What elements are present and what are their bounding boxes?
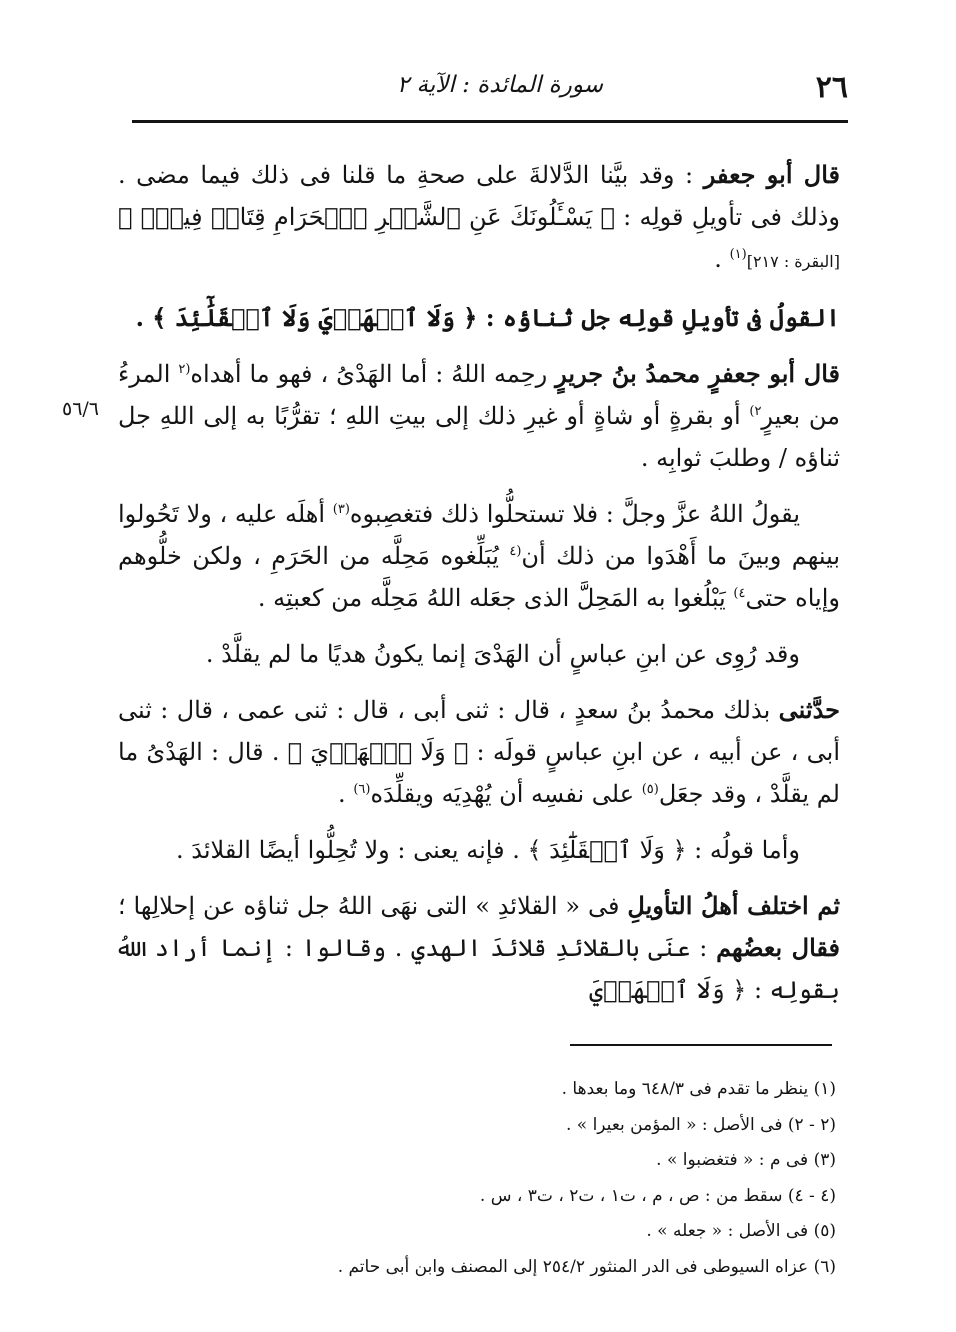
footnote-marker: (٤ [509,544,522,559]
paragraph-text: يقولُ اللهُ عزَّ وجلَّ : فلا تستحلُّوا ذلك فتغصِبوه [349,500,801,528]
paragraph-6 [118,689,840,815]
quran-reference: [البقرة : ٢١٧] [746,252,840,271]
footnote-4: (٤ - ٤) سقط من : ص ، م ، ت١ ، ت٢ ، ت٣ ، س . [479,1185,836,1206]
paragraph-7 [118,829,840,871]
running-title: سورة المائدة : الآية ٢ [396,72,603,98]
sentence-end: . [338,780,346,808]
paragraph-text: وأما قولُه : ﴿ وَلَا ٱلۡقَلَٰٓئِدَ ﴾ . فإنه يعنى : ولا تُحِلُّوا أيضًا القلائدَ . [175,836,800,864]
footnote-marker: ٤) [733,586,746,601]
paragraph-4 [118,493,840,619]
paragraph-1 [118,154,840,283]
section-heading [118,297,840,339]
paragraph-text: فى « القلائدِ » التى نهَى اللهُ جل ثناؤه عن إحلالِها ؛ [118,892,620,920]
page-number: ٢٦ [815,70,848,105]
footnote-marker: (٣) [332,502,350,517]
paragraph-text: أو بقرةٍ أو شاةٍ أو غيرِ ذلك إلى بيتِ اللهِ ؛ تقرُّبًا به إلى اللهِ جل ثناؤه / وطلبَ ثوابِه . [118,402,840,472]
paragraph-3 [118,353,840,479]
footnote-marker: (١) [729,247,747,262]
footnote-1: (١) ينظر ما تقدم فى ٦٤٨/٣ وما بعدها . [561,1079,836,1099]
heading-text: القولُ فى تأويلِ قولِه جل ثناؤه : ﴿ وَلَا ٱلۡهَدۡيَ وَلَا ٱلۡقَلَٰٓئِدَ ﴾ . [135,303,840,332]
footnote-marker: (٦) [353,782,371,797]
footnote-separator [570,1044,832,1046]
footnote-marker: (٢ [178,362,191,377]
page-header [132,66,848,110]
paragraph-text: وقد رُوِى عن ابنِ عباسٍ أن الهَدْىَ إنما يكونُ هديًا ما لم يقلَّدْ . [205,640,800,668]
footnote-5: (٥) فى الأصل : « جعله » . [646,1221,836,1241]
paragraph-text: : وقد بيَّنا الدَّلالةَ على صحةِ ما قلنا فى ذلك فيما مضى . وذلك فى تأويلِ قولِه : ﴿ يَسْـَٔلُونَكَ عَنِ ٱلشَّهۡرِ ٱلۡحَرَامِ قِتَالٖ فِيهِۖ ﴾ [118,161,840,231]
paragraph-text: رحِمه اللهُ : أما الهَدْىُ ، فهو ما أهداه [190,360,548,388]
footnotes [330,1072,836,1285]
paragraph-text: على نفسِه أن يُهْدِيَه ويقلِّدَه [370,780,635,808]
paragraph-text: بذلك محمدُ بنُ سعدٍ ، قال : ثنى أبى ، قال : ثنى عمى ، قال : ثنى أبى ، عن أبيه ، عن ابنِ عباسٍ قولَه : ﴿ وَلَا ٱلۡهَدۡيَ ﴾ . قال : الهَدْىُ ما لم يقلَّدْ ، وقد جعَل [118,696,840,808]
paragraph-text: المرءُ من بعيرٍ [118,360,841,430]
bold-phrase: فقال بعضُهم [716,933,840,962]
paragraph-text: أهلَه عليه ، ولا تَحُولوا بينهم وبينَ ما أَهْدَوا من ذلك أن [118,500,841,570]
bold-phrase: ثم اختلف أهلُ التأويلِ [627,891,841,920]
footnote-3: (٣) فى م : « فتغضبوا » . [656,1150,836,1170]
paragraph-8 [118,885,840,1011]
margin-volume-page-marker: ٥٦/٦ [62,398,100,420]
footnote-marker: (٥) [641,782,659,797]
speaker-label: قال أبو جعفر [703,160,840,189]
paragraph-text: يَبْلُغوا به المَحِلَّ الذى جعَله اللهُ مَحِلَّه من كعبتِه . [257,584,726,612]
footnote-6: (٦) عزاه السيوطى فى الدر المنثور ٢٥٤/٢ إلى المصنف وابن أبى حاتم . [337,1256,836,1277]
header-rule [132,120,848,123]
narration-label: حدَّثنى [778,695,840,724]
speaker-label: قال أبو جعفرٍ محمدُ بنُ جريرٍ [555,359,840,388]
paragraph-5 [118,633,840,675]
paragraph-text: : عنَى بالقلائدِ قلائدَ الهديِ . وقالوا : إنما أراد اللهُ بقولِه : ﴿ وَلَا ٱلۡهَدۡيَ [118,934,840,1004]
footnote-2: (٢ - ٢) فى الأصل : « المؤمن بعيرا » . [565,1114,836,1135]
main-text [118,154,840,1025]
footnote-marker: ٢) [749,404,762,419]
paragraph-text: يُبَلِّغوه مَحِلَّه من الحَرَمِ ، ولكن خلُّوهم وإياه حتى [118,542,840,612]
sentence-end: . [714,245,722,273]
